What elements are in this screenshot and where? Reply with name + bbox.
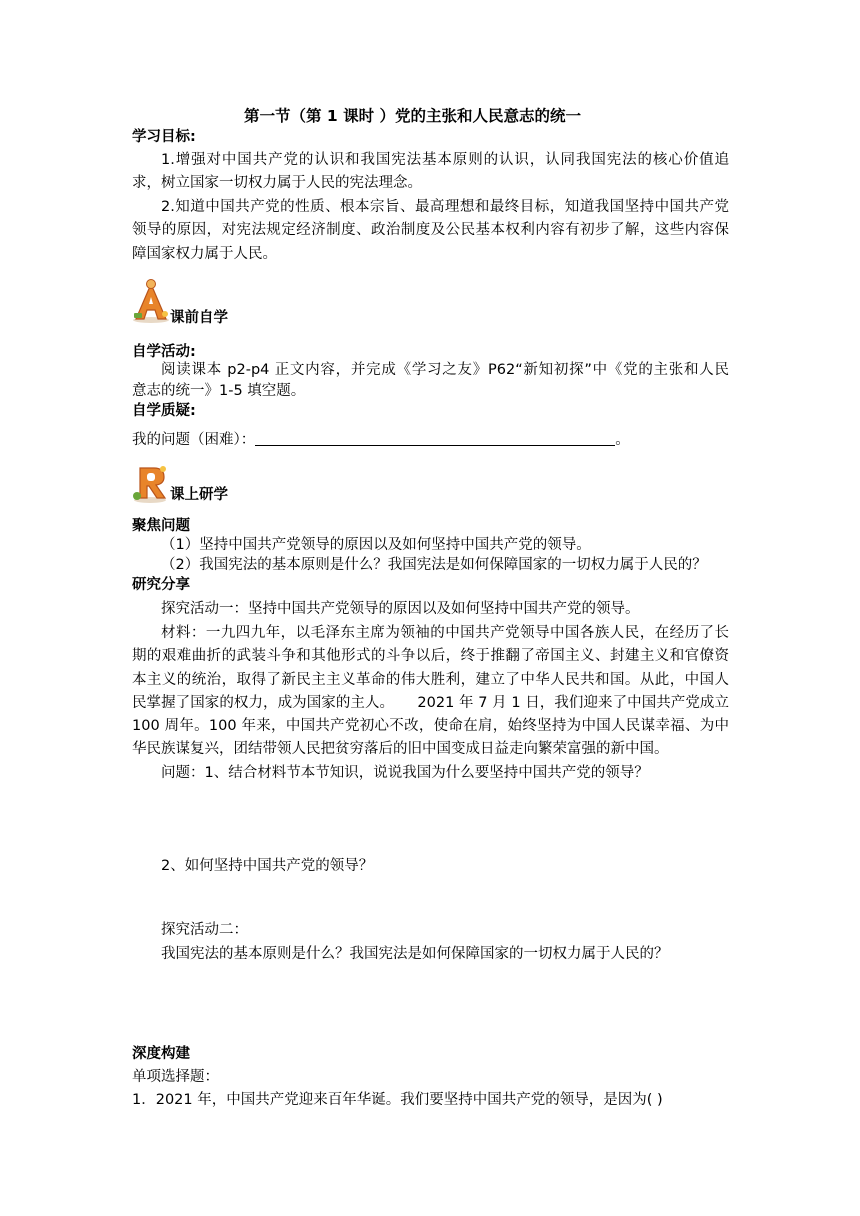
- objective-2-line-1: 2.知道中国共产党的性质、根本宗旨、最高理想和最终目标，知道我国坚持中国共产党: [161, 199, 729, 215]
- question-2: 2、如何坚持中国共产党的领导？: [161, 858, 374, 874]
- activity-1: 探究活动一：坚持中国共产党领导的原因以及如何坚持中国共产党的领导。: [161, 601, 640, 617]
- my-question-end: 。: [615, 432, 630, 448]
- in-class-heading: 课上研学: [170, 487, 228, 503]
- objective-1-line-2: 求，树立国家一切权力属于人民的宪法理念。: [132, 175, 422, 191]
- self-doubt-heading: 自学质疑:: [132, 403, 196, 419]
- self-study-line-1: 阅读课本 p2-p4 正文内容，并完成《学习之友》P62“新知初探”中《党的主张和人民: [161, 362, 729, 378]
- share-heading: 研究分享: [132, 577, 190, 593]
- self-study-heading: 自学活动:: [132, 344, 196, 360]
- letter-a-logo-icon: [130, 278, 172, 324]
- activity-2: 探究活动二：: [161, 922, 248, 938]
- self-study-line-2: 意志的统一》1-5 填空题。: [132, 383, 306, 399]
- focus-heading: 聚焦问题: [132, 518, 190, 534]
- material-line-6: 华民族谋复兴，团结带领人民把贫穷落后的旧中国变成日益走向繁荣富强的新中国。: [132, 741, 669, 757]
- focus-item-2: （2）我国宪法的基本原则是什么？我国宪法是如何保障国家的一切权力属于人民的？: [161, 557, 707, 573]
- objective-2-line-2: 领导的原因，对宪法规定经济制度、政治制度及公民基本权利内容有初步了解，这些内容保: [132, 222, 729, 238]
- my-question-blank[interactable]: [255, 431, 615, 446]
- deep-heading: 深度构建: [132, 1046, 190, 1062]
- material-line-3: 本主义的统治，取得了新民主主义革命的伟大胜利，建立了中华人民共和国。从此，中国人: [132, 672, 729, 688]
- page-title: 第一节（第 1 课时 ）党的主张和人民意志的统一: [244, 107, 581, 125]
- letter-r-logo-icon: [130, 460, 172, 504]
- material-line-1: 材料：一九四九年，以毛泽东主席为领袖的中国共产党领导中国各族人民，在经历了长: [161, 625, 729, 641]
- my-question-label: 我的问题（困难）：: [132, 432, 256, 448]
- question-1: 问题：1、结合材料节本节知识，说说我国为什么要坚持中国共产党的领导？: [161, 765, 649, 781]
- objectives-heading: 学习目标:: [132, 129, 196, 145]
- deep-subheading: 单项选择题：: [132, 1069, 219, 1085]
- objective-1-line-1: 1.增强对中国共产党的认识和我国宪法基本原则的认识，认同我国宪法的核心价值追: [161, 152, 729, 168]
- material-line-5: 100 周年。100 年来，中国共产党初心不改，使命在肩，始终坚持为中国人民谋幸福、为中: [132, 718, 729, 734]
- deep-question-1: 1．2021 年，中国共产党迎来百年华诞。我们要坚持中国共产党的领导，是因为( ): [132, 1092, 663, 1108]
- my-question-row: [132, 430, 630, 450]
- material-line-2: 期的艰难曲折的武装斗争和其他形式的斗争以后，终于推翻了帝国主义、封建主义和官僚资: [132, 648, 729, 664]
- activity-2-question: 我国宪法的基本原则是什么？我国宪法是如何保障国家的一切权力属于人民的？: [161, 946, 669, 962]
- material-line-4: 民掌握了国家的权力，成为国家的主人。 2021 年 7 月 1 日，我们迎来了中国共产党成立: [132, 695, 729, 711]
- focus-item-1: （1）坚持中国共产党领导的原因以及如何坚持中国共产党的领导。: [161, 537, 591, 553]
- pre-class-heading: 课前自学: [170, 310, 228, 326]
- objective-2-line-3: 障国家权力属于人民。: [132, 246, 277, 262]
